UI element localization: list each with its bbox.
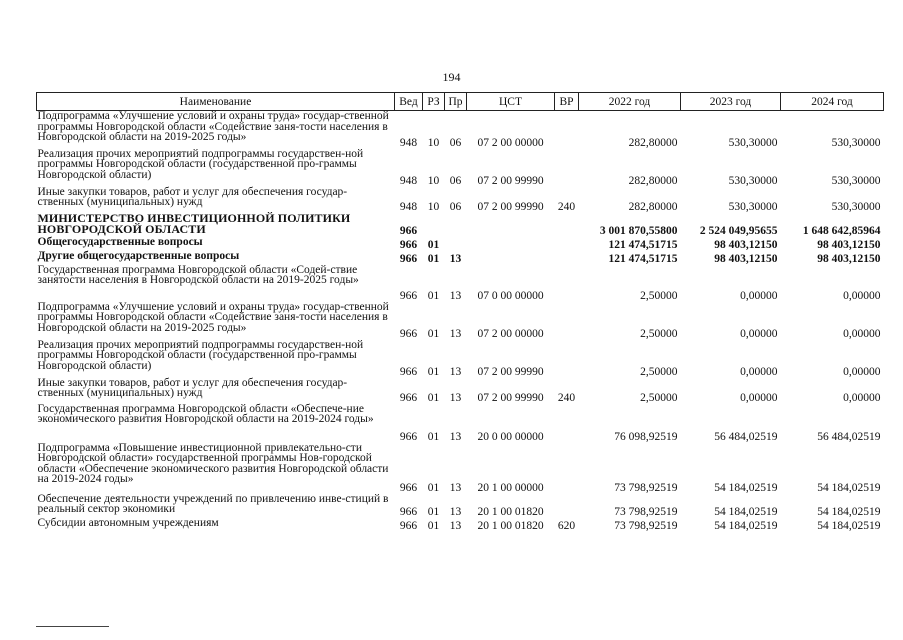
table-body bbox=[37, 111, 884, 532]
table-cell-2024: 0,00000 bbox=[843, 327, 881, 340]
table-cell-2024: 0,00000 bbox=[843, 365, 881, 378]
table-cell-2023: 0,00000 bbox=[740, 391, 778, 404]
table-cell-2022: 2,50000 bbox=[640, 365, 678, 378]
table-cell-cst: 20 1 00 00000 bbox=[477, 481, 544, 494]
table-cell-name: Подпрограмма «Улучшение условий и охраны труда» государ-ственной программы Новгородской области «Содействие заня-тости населения в Новгородской области на 2019-2025 годы» bbox=[37, 110, 389, 144]
table-cell-2024: 98 403,12150 bbox=[817, 238, 881, 251]
table-cell-cst: 07 2 00 99990 bbox=[477, 200, 544, 213]
table-cell-2023: 0,00000 bbox=[740, 327, 778, 340]
table-cell-vr bbox=[555, 149, 579, 187]
table-row bbox=[37, 340, 884, 378]
table-cell-name: Субсидии автономным учреждениям bbox=[37, 516, 219, 529]
table-cell-vr bbox=[555, 443, 579, 494]
table-cell-vr: 240 bbox=[557, 391, 576, 404]
table-cell-rz: 01 bbox=[427, 505, 440, 518]
table-row bbox=[37, 237, 884, 251]
table-cell-2022: 76 098,92519 bbox=[614, 430, 678, 443]
table-row bbox=[37, 518, 884, 532]
table-cell-pr: 13 bbox=[449, 481, 462, 494]
table-cell-2022: 282,80000 bbox=[628, 174, 678, 187]
table-cell-2022: 2,50000 bbox=[640, 289, 678, 302]
table-cell-vr bbox=[555, 404, 579, 443]
table-cell-cst bbox=[467, 213, 555, 237]
table-cell-2022: 2,50000 bbox=[640, 327, 678, 340]
table-cell-ved: 966 bbox=[399, 505, 418, 518]
table-cell-vr: 240 bbox=[557, 200, 576, 213]
table-cell-2024: 530,30000 bbox=[831, 200, 881, 213]
table-cell-name: Государственная программа Новгородской области «Содей-ствие занятости населения в Новгородской области на 2019-2025 годы» bbox=[37, 263, 359, 287]
table-cell-rz: 01 bbox=[427, 430, 440, 443]
table-cell-vr bbox=[555, 302, 579, 340]
header-name: Наименование bbox=[37, 93, 395, 111]
table-cell-2024: 54 184,02519 bbox=[817, 505, 881, 518]
table-cell-vr bbox=[555, 265, 579, 302]
table-cell-2023: 54 184,02519 bbox=[714, 519, 778, 532]
table-cell-2022: 73 798,92519 bbox=[614, 505, 678, 518]
table-cell-2024: 530,30000 bbox=[831, 136, 881, 149]
table-cell-name: Реализация прочих мероприятий подпрограммы государствен-ной программы Новгородской области (государственной про-граммы Новгородской области) bbox=[37, 147, 364, 181]
table-cell-rz: 01 bbox=[427, 481, 440, 494]
table-row bbox=[37, 149, 884, 187]
header-vr: ВР bbox=[555, 93, 579, 111]
table-cell-cst: 07 2 00 00000 bbox=[477, 136, 544, 149]
table-cell-pr: 13 bbox=[449, 430, 462, 443]
table-cell-2024: 54 184,02519 bbox=[817, 519, 881, 532]
table-cell-2022: 73 798,92519 bbox=[614, 519, 678, 532]
table-cell-ved: 948 bbox=[399, 200, 418, 213]
table-cell-rz bbox=[423, 213, 445, 237]
table-row bbox=[37, 187, 884, 213]
table-row bbox=[37, 111, 884, 149]
table-cell-ved: 966 bbox=[399, 391, 418, 404]
table-cell-2023: 530,30000 bbox=[728, 136, 778, 149]
table-cell-cst: 20 1 00 01820 bbox=[477, 505, 544, 518]
table-cell-pr: 13 bbox=[449, 519, 462, 532]
table-cell-pr: 13 bbox=[449, 252, 462, 265]
table-cell-vr bbox=[555, 213, 579, 237]
table-cell-2022: 121 474,51715 bbox=[608, 252, 678, 265]
table-cell-name: Иные закупки товаров, работ и услуг для обеспечения государ-ственных (муниципальных) нужд bbox=[37, 185, 348, 209]
table-cell-2023: 98 403,12150 bbox=[714, 238, 778, 251]
table-cell-vr bbox=[555, 237, 579, 251]
table-cell-rz: 01 bbox=[427, 519, 440, 532]
header-2024: 2024 год bbox=[781, 93, 884, 111]
table-cell-ved: 966 bbox=[399, 289, 418, 302]
footer-rule bbox=[36, 626, 109, 627]
table-row bbox=[37, 443, 884, 494]
table-cell-2023: 98 403,12150 bbox=[714, 252, 778, 265]
table-cell-vr bbox=[555, 251, 579, 265]
header-pr: Пр bbox=[445, 93, 467, 111]
table-cell-2023: 0,00000 bbox=[740, 365, 778, 378]
table-cell-cst: 07 2 00 99990 bbox=[477, 365, 544, 378]
table-row bbox=[37, 378, 884, 404]
table-cell-cst bbox=[467, 251, 555, 265]
table-cell-pr: 13 bbox=[449, 327, 462, 340]
table-cell-ved: 966 bbox=[399, 365, 418, 378]
table-cell-2024: 0,00000 bbox=[843, 289, 881, 302]
table-cell-name: Другие общегосударственные вопросы bbox=[37, 249, 240, 262]
table-cell-cst: 07 2 00 99990 bbox=[477, 174, 544, 187]
table-cell-rz: 01 bbox=[427, 289, 440, 302]
table-cell-2022: 73 798,92519 bbox=[614, 481, 678, 494]
table-cell-vr bbox=[555, 340, 579, 378]
table-cell-2022: 121 474,51715 bbox=[608, 238, 678, 251]
table-cell-rz: 10 bbox=[427, 136, 440, 149]
table-cell-pr: 06 bbox=[449, 136, 462, 149]
table-header-row bbox=[37, 93, 884, 111]
table-cell-pr bbox=[445, 237, 467, 251]
table-cell-pr: 13 bbox=[449, 391, 462, 404]
table-row bbox=[37, 265, 884, 302]
table-cell-cst: 07 2 00 00000 bbox=[477, 327, 544, 340]
table-cell-name: Общегосударственные вопросы bbox=[37, 235, 203, 248]
table-cell-pr: 13 bbox=[449, 505, 462, 518]
table-cell-2023: 0,00000 bbox=[740, 289, 778, 302]
table-cell-rz: 01 bbox=[427, 327, 440, 340]
table-row bbox=[37, 213, 884, 237]
table-cell-2024: 0,00000 bbox=[843, 391, 881, 404]
table-cell-2024: 1 648 642,85964 bbox=[802, 224, 881, 237]
table-cell-ved: 966 bbox=[399, 430, 418, 443]
table-cell-2022: 282,80000 bbox=[628, 200, 678, 213]
table-cell-vr: 620 bbox=[557, 519, 576, 532]
table-cell-2023: 530,30000 bbox=[728, 200, 778, 213]
table-cell-pr: 06 bbox=[449, 174, 462, 187]
table-cell-pr bbox=[445, 213, 467, 237]
table-cell-2024: 56 484,02519 bbox=[817, 430, 881, 443]
table-cell-cst: 07 2 00 99990 bbox=[477, 391, 544, 404]
table-cell-vr bbox=[555, 111, 579, 149]
table-cell-rz: 01 bbox=[427, 238, 440, 251]
table-row bbox=[37, 494, 884, 518]
table-cell-ved: 966 bbox=[399, 238, 418, 251]
table-cell-2023: 54 184,02519 bbox=[714, 505, 778, 518]
table-cell-2023: 530,30000 bbox=[728, 174, 778, 187]
table-cell-2024: 530,30000 bbox=[831, 174, 881, 187]
table-cell-ved: 966 bbox=[399, 224, 418, 237]
table-cell-name: Государственная программа Новгородской области «Обеспече-ние экономического развития Новгородской области на 2019-2024 годы» bbox=[37, 402, 374, 426]
header-cst: ЦСТ bbox=[467, 93, 555, 111]
table-row bbox=[37, 302, 884, 340]
header-2022: 2022 год bbox=[579, 93, 681, 111]
table-cell-cst: 20 0 00 00000 bbox=[477, 430, 544, 443]
table-cell-2024: 54 184,02519 bbox=[817, 481, 881, 494]
table-cell-rz: 01 bbox=[427, 365, 440, 378]
page-number: 194 bbox=[442, 70, 461, 84]
table-cell-2022: 3 001 870,55800 bbox=[599, 224, 678, 237]
table-cell-rz: 01 bbox=[427, 391, 440, 404]
table-cell-ved: 966 bbox=[399, 327, 418, 340]
table-cell-rz: 10 bbox=[427, 200, 440, 213]
table-cell-name: МИНИСТЕРСТВО ИНВЕСТИЦИОННОЙ ПОЛИТИКИ НОВГОРОДСКОЙ ОБЛАСТИ bbox=[37, 210, 351, 236]
table-cell-pr: 13 bbox=[449, 365, 462, 378]
table-cell-pr: 13 bbox=[449, 289, 462, 302]
table-row bbox=[37, 251, 884, 265]
budget-table bbox=[36, 92, 884, 532]
table-cell-name: Иные закупки товаров, работ и услуг для обеспечения государ-ственных (муниципальных) нужд bbox=[37, 376, 348, 400]
table-cell-2022: 2,50000 bbox=[640, 391, 678, 404]
table-cell-ved: 948 bbox=[399, 136, 418, 149]
table-cell-cst bbox=[467, 237, 555, 251]
table-cell-ved: 948 bbox=[399, 174, 418, 187]
table-cell-name: Подпрограмма «Улучшение условий и охраны труда» государ-ственной программы Новгородской области «Содействие заня-тости населения в Новгородской области на 2019-2025 годы» bbox=[37, 300, 389, 334]
table-cell-vr bbox=[555, 494, 579, 518]
header-rz: РЗ bbox=[423, 93, 445, 111]
table-cell-2023: 54 184,02519 bbox=[714, 481, 778, 494]
table-cell-2022: 282,80000 bbox=[628, 136, 678, 149]
table-cell-rz: 10 bbox=[427, 174, 440, 187]
table-cell-ved: 966 bbox=[399, 481, 418, 494]
table-cell-name: Реализация прочих мероприятий подпрограммы государствен-ной программы Новгородской области (государственной про-граммы Новгородской области) bbox=[37, 338, 364, 372]
table-cell-name: Подпрограмма «Повышение инвестиционной привлекательно-сти Новгородской области» государственной программы Нов-городской области «Обеспечение экономического развития Новгородской области на 2019-2024 годы» bbox=[37, 441, 389, 486]
table-cell-cst: 07 0 00 00000 bbox=[477, 289, 544, 302]
header-2023: 2023 год bbox=[681, 93, 781, 111]
table-cell-2023: 2 524 049,95655 bbox=[699, 224, 778, 237]
table-cell-name: Обеспечение деятельности учреждений по привлечению инве-стиций в реальный сектор экономики bbox=[37, 492, 389, 516]
table-row bbox=[37, 404, 884, 443]
table-cell-pr: 06 bbox=[449, 200, 462, 213]
table-cell-2024: 98 403,12150 bbox=[817, 252, 881, 265]
header-ved: Вед bbox=[395, 93, 423, 111]
table-cell-ved: 966 bbox=[399, 252, 418, 265]
table-cell-cst: 20 1 00 01820 bbox=[477, 519, 544, 532]
table-cell-rz: 01 bbox=[427, 252, 440, 265]
table-cell-ved: 966 bbox=[399, 519, 418, 532]
table-cell-2023: 56 484,02519 bbox=[714, 430, 778, 443]
